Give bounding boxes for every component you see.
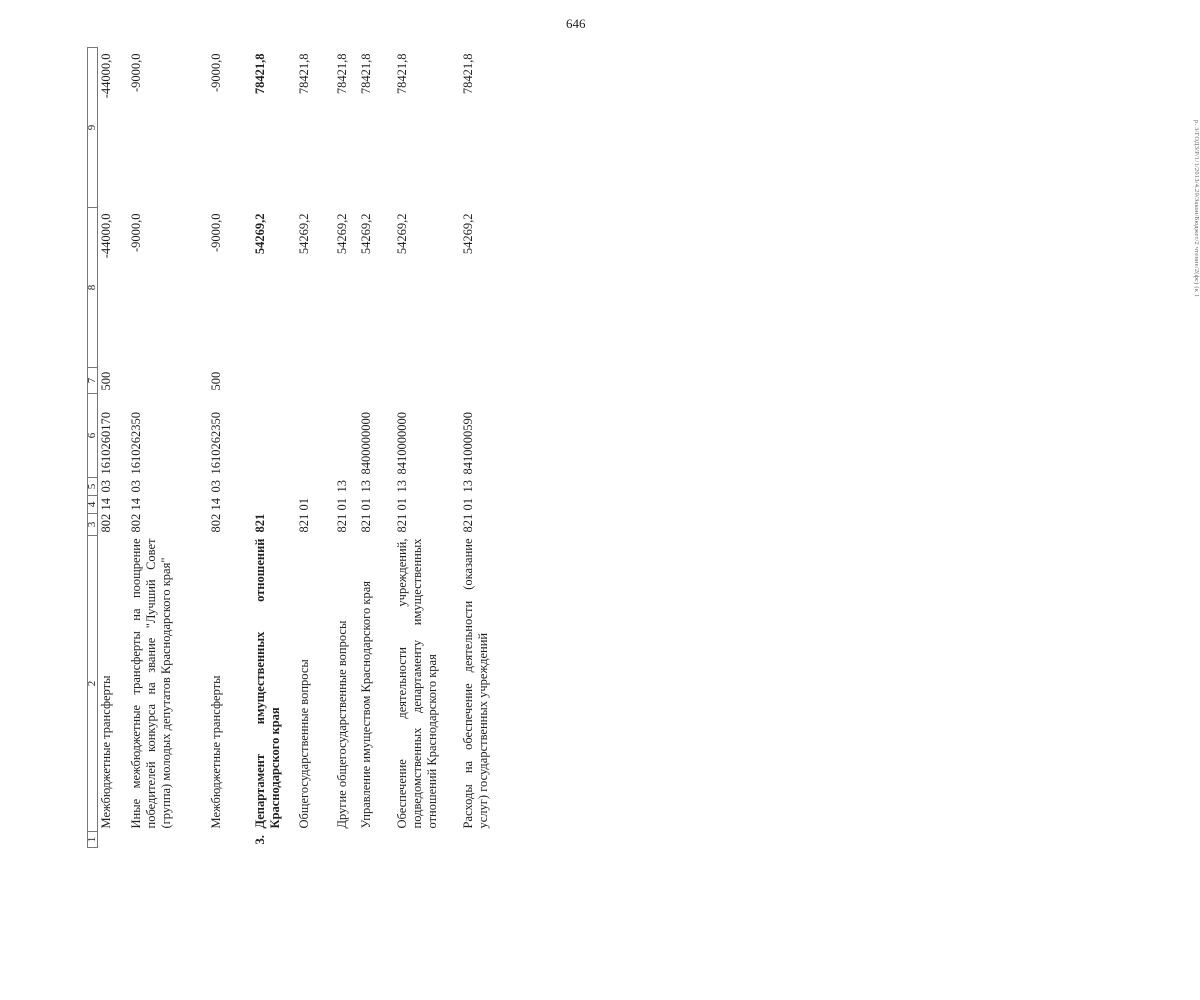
code-expense-type: 500 bbox=[99, 371, 113, 391]
header-cell: 5 bbox=[88, 478, 98, 496]
value-col-9: 78421,8 bbox=[460, 53, 475, 95]
code-section: 01 bbox=[296, 498, 311, 511]
code-ministry: 802 bbox=[208, 513, 223, 533]
table-row bbox=[296, 48, 334, 848]
code-target: 8400000000 bbox=[358, 412, 373, 475]
code-target bbox=[296, 394, 334, 478]
code-ministry: 821 bbox=[252, 513, 267, 533]
row-number bbox=[208, 832, 252, 848]
header-cell: 8 bbox=[88, 208, 98, 368]
value-col-9: -9000,0 bbox=[208, 53, 223, 93]
row-number bbox=[98, 832, 128, 848]
code-subsection: 13 bbox=[358, 480, 373, 493]
value-col-9: 78421,8 bbox=[334, 53, 349, 95]
code-section: 14 bbox=[208, 498, 223, 511]
code-ministry: 821 bbox=[296, 513, 311, 533]
code-target: 1610262350 bbox=[128, 412, 143, 475]
row-number bbox=[128, 832, 208, 848]
header-cell: 1 bbox=[88, 832, 98, 848]
value-col-8: 54269,2 bbox=[394, 213, 409, 255]
code-expense-type bbox=[296, 368, 334, 394]
code-subsection bbox=[252, 478, 296, 496]
row-number bbox=[296, 832, 334, 848]
code-section: 01 bbox=[334, 498, 349, 511]
row-name: Расходы на обеспечение деятельности (оказание услуг) государственных учреждений bbox=[460, 538, 490, 829]
row-name: Иные межбюджетные трансферты на поощрение победителей конкурса на звание "Лучший Совет (группа) молодых депутатов Краснодарского края" bbox=[128, 538, 173, 829]
code-target: 8410000000 bbox=[394, 412, 409, 475]
row-name: Межбюджетные трансферты bbox=[208, 675, 223, 829]
row-name: Управление имуществом Краснодарского края bbox=[358, 581, 373, 829]
code-subsection: 03 bbox=[128, 480, 143, 493]
row-name: Общегосударственные вопросы bbox=[296, 659, 311, 829]
code-target: 8410000590 bbox=[460, 412, 475, 475]
value-col-8: 54269,2 bbox=[460, 213, 475, 255]
code-subsection: 13 bbox=[334, 480, 349, 493]
row-number: 3. bbox=[252, 835, 267, 845]
value-col-9: 78421,8 bbox=[394, 53, 409, 95]
side-note: р. 3/ГОДЗ/Р/1/1/2013/4.29/Закон/Бюджет/2 чтение/2(фс) (к 1 bbox=[1193, 120, 1200, 298]
code-target bbox=[334, 394, 358, 478]
row-name: Департамент имущественных отношений Краснодарского края bbox=[252, 538, 282, 829]
budget-table bbox=[87, 47, 520, 848]
header-row bbox=[88, 48, 98, 848]
code-ministry: 821 bbox=[460, 513, 475, 533]
value-col-8: 54269,2 bbox=[252, 213, 267, 255]
code-expense-type bbox=[358, 368, 394, 394]
header-cell: 6 bbox=[88, 394, 98, 478]
table-row bbox=[208, 48, 252, 848]
code-section: 14 bbox=[99, 498, 113, 511]
code-section bbox=[252, 496, 296, 514]
value-col-8: 54269,2 bbox=[296, 213, 311, 255]
page-number: 646 bbox=[566, 16, 586, 31]
code-expense-type bbox=[334, 368, 358, 394]
header-cell: 7 bbox=[88, 368, 98, 394]
value-col-9: -44000,0 bbox=[99, 53, 113, 99]
code-ministry: 821 bbox=[358, 513, 373, 533]
code-ministry: 802 bbox=[99, 513, 113, 533]
code-section: 14 bbox=[128, 498, 143, 511]
code-subsection: 13 bbox=[394, 480, 409, 493]
row-name: Обеспечение деятельности учреждений, подведомственных департаменту имущественных отношений Краснодарского края bbox=[394, 538, 439, 829]
value-col-9: 78421,8 bbox=[358, 53, 373, 95]
table-row bbox=[460, 48, 520, 848]
value-col-8: 54269,2 bbox=[334, 213, 349, 255]
code-expense-type: 500 bbox=[208, 371, 223, 391]
code-ministry: 821 bbox=[394, 513, 409, 533]
code-target bbox=[252, 394, 296, 478]
value-col-9: 78421,8 bbox=[296, 53, 311, 95]
code-section: 01 bbox=[394, 498, 409, 511]
value-col-8: -44000,0 bbox=[99, 213, 113, 259]
code-subsection bbox=[296, 478, 334, 496]
value-col-9: -9000,0 bbox=[128, 53, 143, 93]
table-row bbox=[394, 48, 460, 848]
row-number bbox=[394, 832, 460, 848]
header-cell: 9 bbox=[88, 48, 98, 208]
header-cell: 4 bbox=[88, 496, 98, 514]
value-col-8: -9000,0 bbox=[208, 213, 223, 253]
header-cell: 3 bbox=[88, 514, 98, 536]
code-section: 01 bbox=[358, 498, 373, 511]
row-name: Другие общегосударственные вопросы bbox=[334, 620, 349, 829]
code-section: 01 bbox=[460, 498, 475, 511]
value-col-9: 78421,8 bbox=[252, 53, 267, 95]
code-expense-type bbox=[394, 368, 460, 394]
code-expense-type bbox=[252, 368, 296, 394]
value-col-8: 54269,2 bbox=[358, 213, 373, 255]
code-target: 1610260170 bbox=[99, 412, 113, 475]
table-row bbox=[334, 48, 358, 848]
code-ministry: 821 bbox=[334, 513, 349, 533]
budget-table-rotated bbox=[87, 48, 607, 848]
code-subsection: 13 bbox=[460, 480, 475, 493]
code-ministry: 802 bbox=[128, 513, 143, 533]
code-subsection: 03 bbox=[99, 480, 113, 493]
code-target: 1610262350 bbox=[208, 412, 223, 475]
row-number bbox=[334, 832, 358, 848]
code-subsection: 03 bbox=[208, 480, 223, 493]
table-row bbox=[128, 48, 208, 848]
table-row bbox=[252, 48, 296, 848]
code-expense-type bbox=[128, 368, 208, 394]
code-expense-type bbox=[460, 368, 520, 394]
header-cell: 2 bbox=[88, 536, 98, 832]
value-col-8: -9000,0 bbox=[128, 213, 143, 253]
row-name: Межбюджетные трансферты bbox=[99, 675, 113, 829]
row-number bbox=[460, 832, 520, 848]
row-number bbox=[358, 832, 394, 848]
table-row bbox=[98, 48, 128, 848]
table-row bbox=[358, 48, 394, 848]
